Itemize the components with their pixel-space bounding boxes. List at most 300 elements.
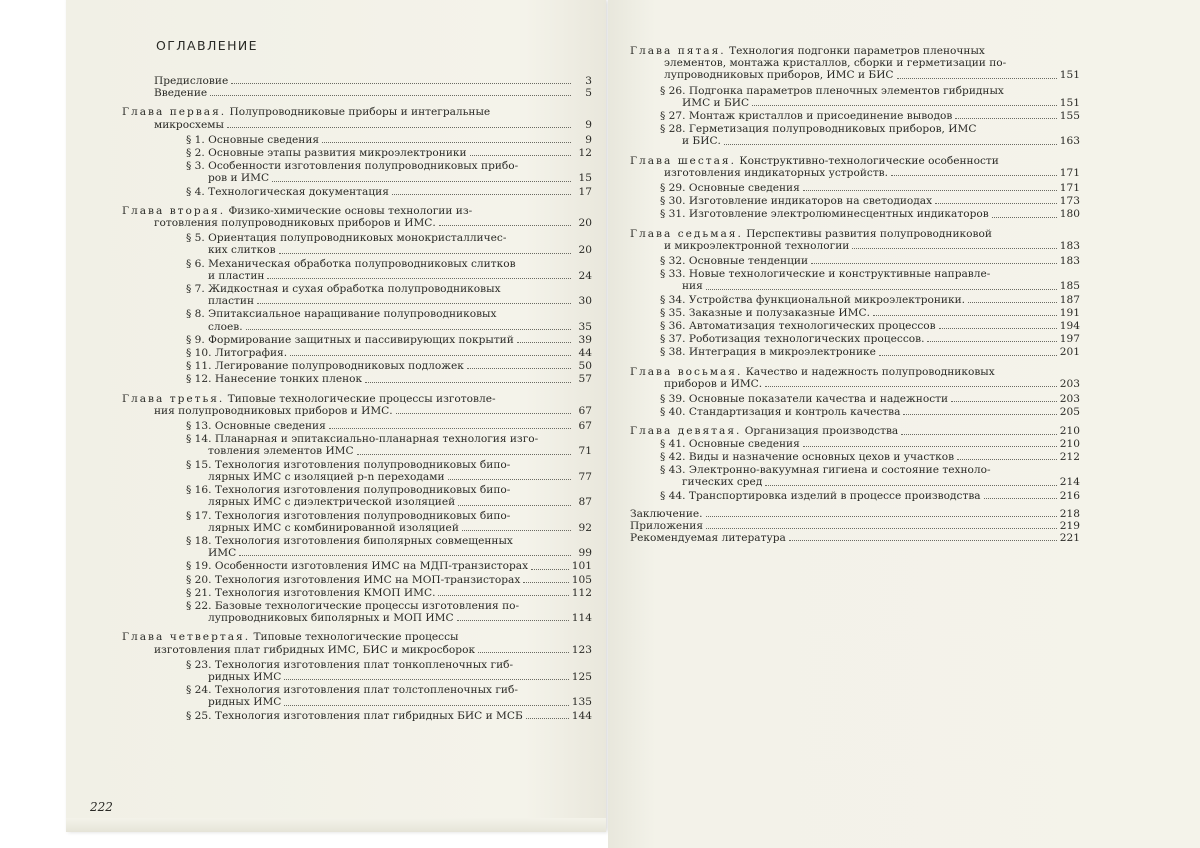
section-number: § 10. <box>186 347 212 360</box>
leader-dots <box>803 190 1057 191</box>
section-title-line: Формирование защитных и пассивирующих покрытий <box>208 333 514 346</box>
section-row <box>660 97 1080 109</box>
section-first-line <box>660 464 1080 476</box>
chapter-prefix: Глава седьмая. <box>630 227 743 240</box>
page-ref: 135 <box>571 696 592 709</box>
entry-text: лярных ИМС с комбинированной изоляцией <box>208 521 459 534</box>
section-title-line: Устройства функциональной микроэлектроники. <box>688 293 966 306</box>
chapter-entry <box>620 366 1080 419</box>
section-number: § 15. <box>186 458 212 471</box>
leader-dots <box>357 454 571 455</box>
leader-dots <box>462 530 571 531</box>
section-title-line: Технология изготовления ИМС на МОП-транзисторах <box>214 573 521 586</box>
leader-dots <box>531 569 569 570</box>
section-text <box>186 373 362 385</box>
section-number: § 1. <box>186 133 205 146</box>
section-number: § 40. <box>660 406 686 419</box>
section-title-line: Роботизация технологических процессов. <box>688 333 925 346</box>
page-ref: 35 <box>578 320 592 333</box>
entry-text: гических сред <box>682 476 763 489</box>
section-row <box>186 134 592 146</box>
chapter-row <box>630 425 1080 437</box>
chapter-prefix: Глава восьмая. <box>630 365 743 378</box>
section-text <box>186 587 435 599</box>
chapter-prefix: Глава пятая. <box>630 45 726 57</box>
section-number: § 34. <box>660 293 686 306</box>
section-row <box>660 195 1080 207</box>
section-entry <box>660 320 1080 332</box>
section-title-line: Основные показатели качества и надежности <box>688 393 949 406</box>
section-row <box>660 490 1080 502</box>
leader-dots <box>284 705 568 706</box>
leader-dots <box>879 355 1057 356</box>
leader-dots <box>939 328 1057 329</box>
back-matter-entry <box>630 520 1080 532</box>
page-ref: 112 <box>571 586 592 599</box>
page-ref: 214 <box>1059 476 1080 489</box>
page-ref: 9 <box>585 133 592 146</box>
section-number: § 39. <box>660 393 686 406</box>
page-ref: 101 <box>571 560 592 573</box>
page-ref: 67 <box>578 420 592 433</box>
chapter-title-line: Типовые технологические процессы <box>253 631 459 644</box>
section-row <box>186 373 592 385</box>
section-entry <box>186 574 592 586</box>
section-number: § 8. <box>186 308 205 321</box>
section-entry <box>186 535 592 559</box>
section-number: § 20. <box>186 573 212 586</box>
section-first-line <box>186 160 592 172</box>
section-number: § 25. <box>186 709 212 722</box>
section-number: § 44. <box>660 489 686 502</box>
page-ref: 201 <box>1059 346 1080 359</box>
section-entry <box>660 406 1080 418</box>
back-matter-entry <box>630 508 1080 520</box>
section-list <box>660 85 1080 148</box>
chapter-entry <box>102 106 592 197</box>
entry-text: ких слитков <box>208 244 276 257</box>
leader-dots <box>957 459 1057 460</box>
section-number: § 5. <box>186 232 205 245</box>
page-ref: 105 <box>571 573 592 586</box>
page-ref: 219 <box>1059 519 1080 532</box>
section-entry <box>186 360 592 372</box>
section-number: § 2. <box>186 147 205 160</box>
leader-dots <box>448 479 571 480</box>
page-ref: 12 <box>578 147 592 160</box>
leader-dots <box>951 401 1057 402</box>
entry-text: ров и ИМС <box>208 172 270 185</box>
leader-dots <box>438 595 568 596</box>
toc-right <box>620 45 1080 544</box>
page-ref: 57 <box>578 373 592 386</box>
section-title-line: Основные сведения <box>208 133 320 146</box>
page-ref: 77 <box>578 470 592 483</box>
page-ref: 39 <box>578 333 592 346</box>
section-number: § 28. <box>660 123 686 136</box>
section-title-line: Жидкостная и сухая обработка полупроводниковых <box>208 283 501 296</box>
toc-heading: ОГЛАВЛЕНИЕ <box>156 38 258 53</box>
section-number: § 3. <box>186 160 205 173</box>
section-title-line: Автоматизация технологических процессов <box>688 320 936 333</box>
chapter-entry <box>102 631 592 721</box>
entry-text: изготовления индикаторных устройств. <box>664 166 889 179</box>
section-number: § 18. <box>186 534 212 547</box>
leader-dots <box>897 78 1057 79</box>
page-ref: 173 <box>1059 195 1080 208</box>
chapter-heading <box>122 205 592 217</box>
section-title-line: Механическая обработка полупроводниковых слитков <box>208 257 516 270</box>
section-first-line <box>186 459 592 471</box>
leader-dots <box>992 217 1057 218</box>
section-text <box>186 574 520 586</box>
section-row <box>186 471 592 483</box>
leader-dots <box>478 652 569 653</box>
chapter-entry <box>102 205 592 386</box>
chapter-title-line: элементов, монтажа кристаллов, сборки и герметизации по- <box>664 57 1007 70</box>
page-ref: 191 <box>1059 306 1080 319</box>
section-number: § 14. <box>186 433 212 446</box>
section-row <box>186 147 592 159</box>
section-row <box>660 294 1080 306</box>
chapter-title-line: Организация производства <box>744 425 899 438</box>
entry-text: Рекомендуемая литература <box>630 532 786 545</box>
section-number: § 32. <box>660 255 686 268</box>
chapter-prefix: Глава третья. <box>122 392 225 405</box>
section-list <box>660 182 1080 221</box>
page-ref: 151 <box>1059 96 1080 109</box>
section-first-line <box>660 85 1080 97</box>
section-entry <box>186 308 592 332</box>
section-first-line <box>186 484 592 496</box>
chapter-title-line: Конструктивно-технологические особенности <box>739 154 999 167</box>
section-text <box>660 320 936 332</box>
section-number: § 6. <box>186 257 205 270</box>
section-text <box>660 438 800 450</box>
section-entry <box>186 258 592 282</box>
section-title-line: Технология изготовления полупроводниковых бипо- <box>214 509 511 522</box>
chapter-heading <box>630 228 1080 240</box>
section-entry <box>186 459 592 483</box>
section-title-line: Основные сведения <box>688 182 800 195</box>
section-entry <box>660 195 1080 207</box>
page-ref: 24 <box>578 269 592 282</box>
section-text <box>660 294 965 306</box>
page-ref: 203 <box>1059 377 1080 390</box>
back-matter <box>620 508 1080 545</box>
section-row <box>186 696 592 708</box>
leader-dots <box>279 253 571 254</box>
chapter-entry <box>620 425 1080 501</box>
right-page <box>608 0 1200 848</box>
section-text <box>660 451 954 463</box>
section-entry <box>186 373 592 385</box>
leader-dots <box>789 540 1057 541</box>
section-row <box>186 587 592 599</box>
section-number: § 42. <box>660 450 686 463</box>
section-entry <box>660 333 1080 345</box>
chapter-title-line: Физико-химические основы технологии из- <box>228 204 473 217</box>
entry-text: лупроводниковых биполярных и МОП ИМС <box>208 612 454 625</box>
entry-text: ИМС и БИС <box>682 96 750 109</box>
section-title-line: Технология изготовления биполярных совмещенных <box>214 534 513 547</box>
section-row <box>186 360 592 372</box>
page-ref: 221 <box>1059 532 1080 545</box>
page-ref: 125 <box>571 670 592 683</box>
page-ref: 171 <box>1059 182 1080 195</box>
page-ref: 151 <box>1059 69 1080 82</box>
leader-dots <box>765 485 1056 486</box>
section-row <box>660 333 1080 345</box>
section-entry <box>660 438 1080 450</box>
section-list <box>186 659 592 722</box>
leader-dots <box>706 528 1057 529</box>
section-list <box>660 255 1080 359</box>
section-row <box>186 172 592 184</box>
section-title-line: Транспортировка изделий в процессе производства <box>688 489 981 502</box>
section-row <box>660 307 1080 319</box>
leader-dots <box>210 95 571 96</box>
section-entry <box>660 393 1080 405</box>
leader-dots <box>523 582 568 583</box>
leader-dots <box>517 342 571 343</box>
section-list <box>186 420 592 624</box>
entry-text: ния <box>682 280 703 293</box>
section-first-line <box>186 535 592 547</box>
section-number: § 19. <box>186 560 212 573</box>
chapter-title <box>630 425 898 437</box>
section-number: § 30. <box>660 195 686 208</box>
section-first-line <box>186 510 592 522</box>
page-ref: 92 <box>578 521 592 534</box>
chapter-heading <box>122 631 592 643</box>
page-ref: 185 <box>1059 280 1080 293</box>
entry-text: изготовления плат гибридных ИМС, БИС и микросборок <box>154 643 476 656</box>
section-row <box>660 476 1080 488</box>
leader-dots <box>257 303 571 304</box>
chapter-row <box>664 167 1080 179</box>
section-row <box>660 406 1080 418</box>
section-title-line: Новые технологические и конструктивные направле- <box>688 268 991 281</box>
entry-text: и БИС. <box>682 135 721 148</box>
back-matter-entry <box>630 532 1080 544</box>
section-title-line: Интеграция в микроэлектронике <box>688 346 876 359</box>
section-entry <box>660 307 1080 319</box>
page-ref: 187 <box>1059 293 1080 306</box>
page-ref: 44 <box>578 347 592 360</box>
section-row <box>660 135 1080 147</box>
section-row <box>660 182 1080 194</box>
leader-dots <box>852 248 1056 249</box>
front-matter-entry <box>154 87 592 99</box>
section-row <box>186 321 592 333</box>
section-number: § 41. <box>660 437 686 450</box>
section-entry <box>660 182 1080 194</box>
section-row <box>660 280 1080 292</box>
section-text <box>186 710 523 722</box>
section-text <box>660 307 870 319</box>
section-entry <box>186 420 592 432</box>
section-title-line: Особенности изготовления ИМС на МДП-транзисторах <box>214 560 529 573</box>
chapter-prefix: Глава вторая. <box>122 204 226 217</box>
page-ref: 203 <box>1059 393 1080 406</box>
chapter-prefix: Глава шестая. <box>630 154 736 167</box>
section-number: § 33. <box>660 268 686 281</box>
section-number: § 7. <box>186 283 205 296</box>
chapter-row <box>664 240 1080 252</box>
section-title-line: Литография. <box>214 347 288 360</box>
leader-dots <box>935 203 1057 204</box>
section-entry <box>186 147 592 159</box>
section-text <box>660 182 800 194</box>
entry-text: приборов и ИМС. <box>664 377 763 390</box>
section-row <box>186 420 592 432</box>
section-first-line <box>186 283 592 295</box>
section-row <box>660 208 1080 220</box>
leader-dots <box>903 414 1056 415</box>
page-ref: 210 <box>1059 437 1080 450</box>
section-title-line: Электронно-вакуумная гигиена и состояние техноло- <box>688 464 991 477</box>
entry-text: лярных ИМС с диэлектрической изоляцией <box>208 496 456 509</box>
section-row <box>186 496 592 508</box>
leader-dots <box>724 144 1057 145</box>
section-number: § 24. <box>186 684 212 697</box>
leader-dots <box>458 505 571 506</box>
leader-dots <box>329 428 571 429</box>
entry-text: лупроводниковых приборов, ИМС и БИС <box>664 69 894 82</box>
section-number: § 31. <box>660 208 686 221</box>
section-row <box>186 560 592 572</box>
section-entry <box>186 232 592 256</box>
section-entry <box>660 85 1080 109</box>
section-text <box>660 255 808 267</box>
section-title-line: Изготовление индикаторов на светодиодах <box>688 195 933 208</box>
leader-dots <box>968 302 1057 303</box>
entry-text: ИМС <box>208 547 237 560</box>
page-ref: 20 <box>578 244 592 257</box>
leader-dots <box>246 329 571 330</box>
leader-dots <box>392 194 571 195</box>
leader-dots <box>227 127 571 128</box>
entry-text: ридных ИМС <box>208 696 282 709</box>
section-entry <box>186 334 592 346</box>
section-entry <box>660 490 1080 502</box>
section-text <box>660 110 952 122</box>
leader-dots <box>231 83 571 84</box>
chapter-heading <box>122 106 592 118</box>
leader-dots <box>239 555 571 556</box>
section-text <box>660 346 876 358</box>
section-number: § 36. <box>660 320 686 333</box>
toc-left <box>102 75 592 722</box>
section-text <box>660 406 900 418</box>
page-ref: 114 <box>571 612 592 625</box>
section-text <box>186 334 514 346</box>
section-entry <box>660 255 1080 267</box>
chapter-heading <box>122 393 592 405</box>
section-entry <box>660 110 1080 122</box>
section-entry <box>660 464 1080 488</box>
section-title-line: Заказные и полузаказные ИМС. <box>688 306 870 319</box>
leader-dots <box>706 289 1057 290</box>
page-ref: 183 <box>1059 255 1080 268</box>
entry-text: пластин <box>208 295 255 308</box>
page-ref: 30 <box>578 295 592 308</box>
section-number: § 27. <box>660 110 686 123</box>
leader-dots <box>439 225 571 226</box>
section-row <box>186 710 592 722</box>
page-ref: 87 <box>578 496 592 509</box>
page-ref: 9 <box>585 118 592 131</box>
section-first-line <box>660 268 1080 280</box>
chapter-title-line: Полупроводниковые приборы и интегральные <box>229 106 491 119</box>
page-ref: 180 <box>1059 208 1080 221</box>
chapter-row <box>154 405 592 417</box>
section-title-line: Основные сведения <box>688 437 800 450</box>
section-first-line <box>186 433 592 445</box>
section-title-line: Особенности изготовления полупроводниковых прибо- <box>208 160 519 173</box>
section-text <box>186 347 287 359</box>
section-row <box>186 295 592 307</box>
section-text <box>186 147 467 159</box>
section-entry <box>186 587 592 599</box>
chapter-row <box>664 69 1080 81</box>
chapter-entry <box>620 45 1080 148</box>
section-text <box>660 333 924 345</box>
section-first-line <box>186 684 592 696</box>
section-first-line <box>186 258 592 270</box>
section-title-line: Базовые технологические процессы изготовления по- <box>214 599 520 612</box>
chapter-heading <box>630 425 1080 437</box>
page-number: 222 <box>90 800 113 814</box>
section-row <box>660 451 1080 463</box>
section-title-line: Технология изготовления плат гибридных БИС и МСБ <box>214 709 523 722</box>
section-entry <box>186 484 592 508</box>
leader-dots <box>984 498 1057 499</box>
page-ref: 67 <box>578 404 592 417</box>
section-entry <box>660 451 1080 463</box>
chapter-entry <box>620 155 1080 221</box>
section-number: § 21. <box>186 586 212 599</box>
section-title-line: Легирование полупроводниковых подложек <box>214 360 464 373</box>
section-number: § 37. <box>660 333 686 346</box>
front-matter-entry <box>154 75 592 87</box>
page-ref: 17 <box>578 185 592 198</box>
section-entry <box>660 208 1080 220</box>
section-entry <box>660 346 1080 358</box>
leader-dots <box>322 142 571 143</box>
section-entry <box>660 294 1080 306</box>
page-ref: 216 <box>1059 489 1080 502</box>
chapter-heading <box>630 45 1080 57</box>
leader-dots <box>955 118 1056 119</box>
entry-text: и пластин <box>208 269 265 282</box>
section-number: § 16. <box>186 484 212 497</box>
section-text <box>660 195 932 207</box>
section-title-line: Технология изготовления полупроводниковых бипо- <box>214 458 511 471</box>
section-number: § 26. <box>660 84 686 97</box>
leader-dots <box>526 718 569 719</box>
entry-text: микросхемы <box>154 118 224 131</box>
leader-dots <box>467 368 571 369</box>
section-text <box>186 186 389 198</box>
section-number: § 23. <box>186 658 212 671</box>
page-ref: 5 <box>585 87 592 100</box>
section-entry <box>186 347 592 359</box>
section-title-line: Эпитаксиальное наращивание полупроводниковых <box>208 308 497 321</box>
section-text <box>660 490 981 502</box>
section-entry <box>186 186 592 198</box>
